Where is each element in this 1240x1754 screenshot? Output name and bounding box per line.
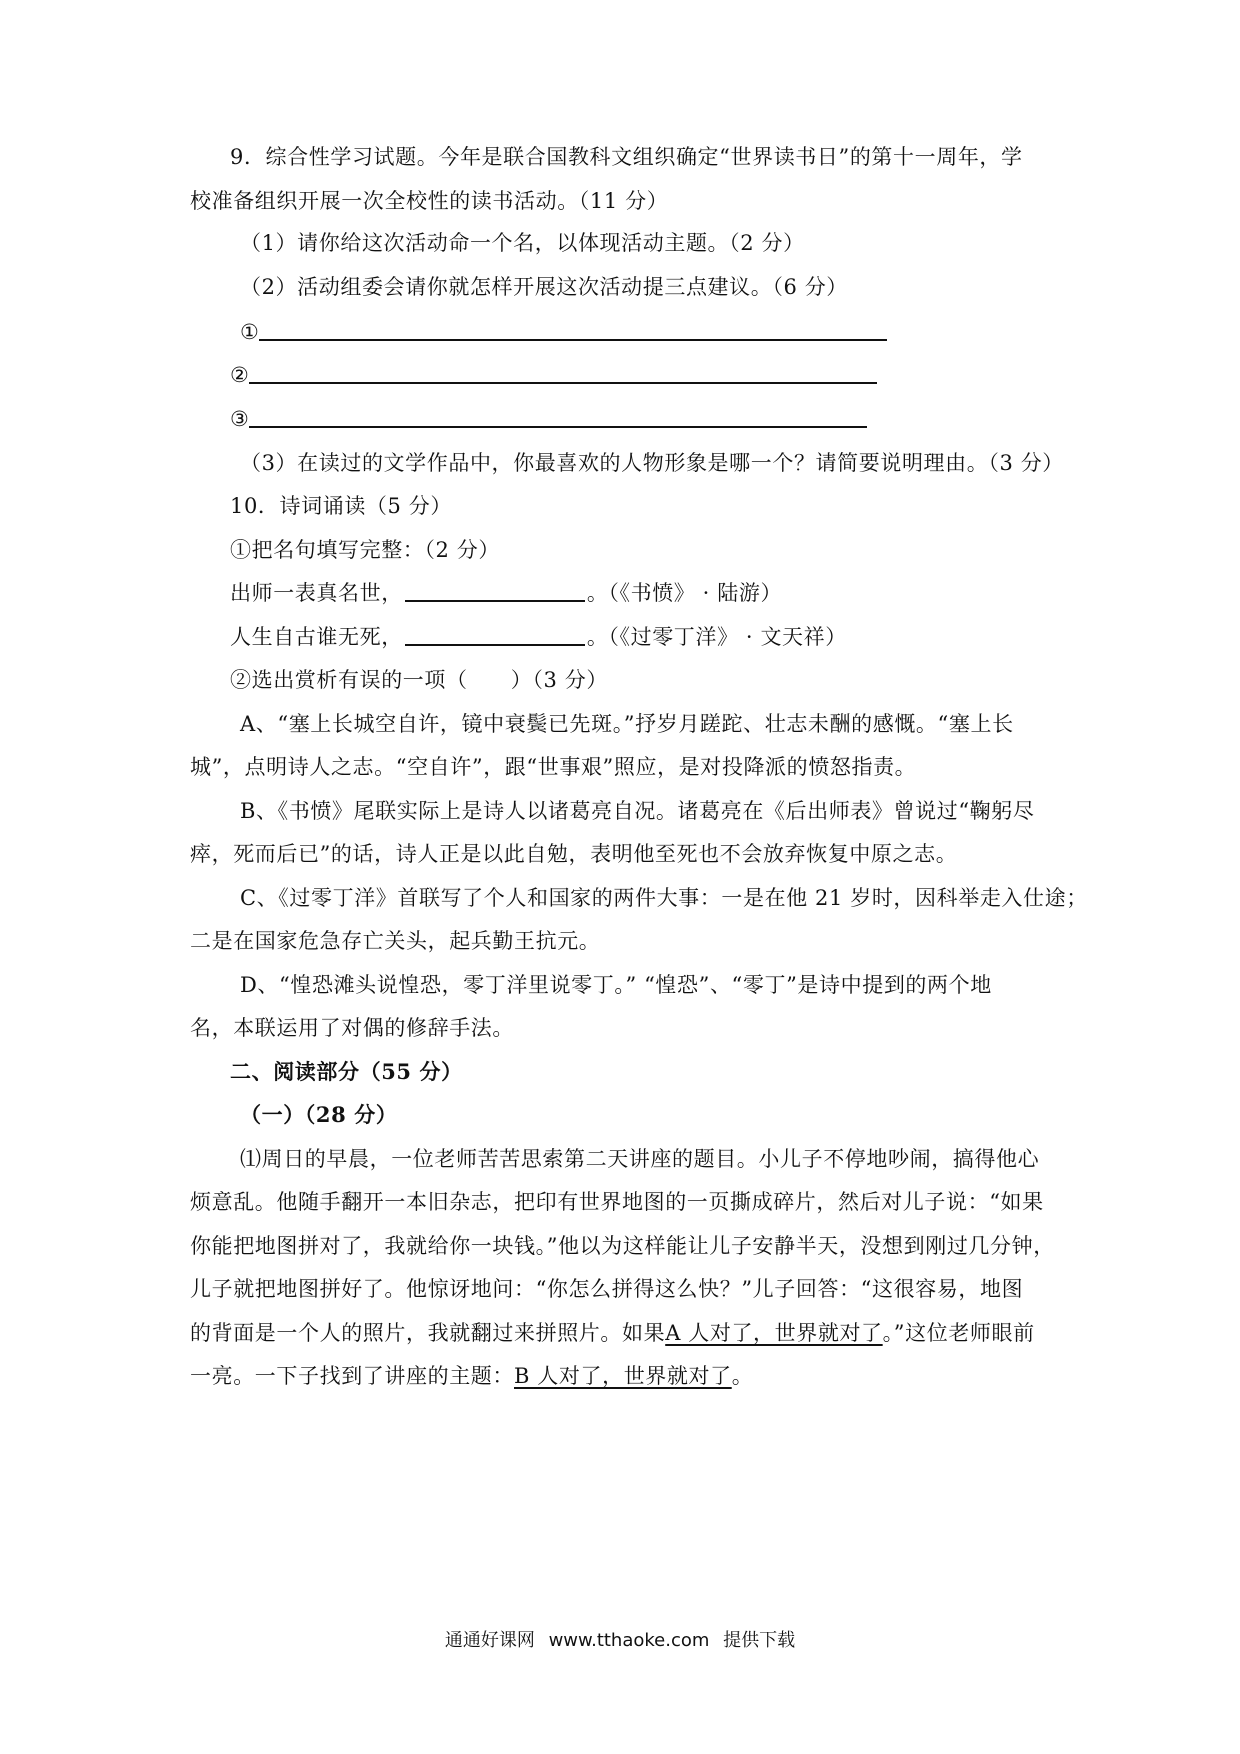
option-b-line1: B、《书愤》尾联实际上是诗人以诸葛亮自况。诸葛亮在《后出师表》曾说过“鞠躬尽: [240, 799, 1035, 823]
subsection-heading: （一）（28 分）: [240, 1102, 398, 1127]
q10-title: 10．诗词诵读（5 分）: [230, 494, 452, 518]
reading-line-6-end: 。: [731, 1364, 754, 1388]
verse2-first-half: 人生自古谁无死，: [230, 625, 403, 649]
underlined-phrase-a: A 人对了，世界就对了: [665, 1321, 883, 1345]
reading-line-6-start: 一亮。一下子找到了讲座的主题：: [190, 1364, 514, 1388]
verse-line-2: [230, 622, 1060, 652]
blank-marker-2: ②: [230, 363, 250, 387]
option-a-line1: A、“塞上长城空自许，镜中衰鬓已先斑。”抒岁月蹉跎、壮志未酬的感慨。“塞上长: [240, 712, 1014, 736]
q9-sub3: （3）在读过的文学作品中，你最喜欢的人物形象是哪一个？请简要说明理由。（3 分）: [240, 451, 1064, 475]
reading-line-2: 烦意乱。他随手翻开一本旧杂志，把印有世界地图的一页撕成碎片，然后对儿子说：“如果: [190, 1190, 1044, 1214]
verse-line-1: [230, 578, 1060, 608]
blank-marker-1: ①: [240, 320, 260, 344]
verse1-source: 。（《书愤》 · 陆游）: [586, 581, 783, 605]
reading-line-4: 儿子就把地图拼好了。他惊讶地问：“你怎么拼得这么快？”儿子回答：“这很容易，地图: [190, 1277, 1024, 1301]
option-c-line1: C、《过零丁洋》首联写了个人和国家的两件大事：一是在他 21 岁时，因科举走入仕途；: [240, 886, 1088, 910]
answer-blank-2[interactable]: [230, 360, 1060, 390]
underlined-phrase-b: B 人对了，世界就对了: [514, 1364, 732, 1388]
verse1-first-half: 出师一表真名世，: [230, 581, 403, 605]
option-c-line2: 二是在国家危急存亡关头，起兵勤王抗元。: [190, 929, 601, 953]
answer-line-3[interactable]: [249, 404, 867, 428]
reading-line-6: [190, 1361, 1020, 1391]
q9-stem-line1: 9．综合性学习试题。今年是联合国教科文组织确定“世界读书日”的第十一周年，学: [230, 145, 1023, 169]
answer-blank-3[interactable]: [230, 404, 1060, 434]
reading-line-5-start: 的背面是一个人的照片，我就翻过来拼照片。如果: [190, 1321, 666, 1345]
verse2-blank[interactable]: [405, 622, 585, 646]
reading-line-5: [190, 1318, 1035, 1348]
option-b-line2: 瘁，死而后已”的话，诗人正是以此自勉，表明他至死也不会放弃恢复中原之志。: [190, 842, 958, 866]
q9-stem-line2: 校准备组织开展一次全校性的读书活动。（11 分）: [190, 189, 669, 213]
q10-part2: ②选出赏析有误的一项（ ）（3 分）: [230, 668, 608, 692]
verse1-blank[interactable]: [405, 578, 585, 602]
section-heading: 二、阅读部分（55 分）: [230, 1059, 463, 1084]
reading-line-1: ⑴周日的早晨，一位老师苦苦思索第二天讲座的题目。小儿子不停地吵闹，搞得他心: [240, 1147, 1040, 1171]
q9-sub1: （1）请你给这次活动命一个名，以体现活动主题。（2 分）: [240, 231, 805, 255]
q10-part1: ①把名句填写完整：（2 分）: [230, 538, 500, 562]
footer-site-name: 通通好课网: [444, 1630, 535, 1651]
option-d-line2: 名，本联运用了对偶的修辞手法。: [190, 1016, 514, 1040]
answer-line-2[interactable]: [249, 360, 877, 384]
reading-line-5-end: 。”这位老师眼前: [882, 1321, 1035, 1345]
blank-marker-3: ③: [230, 407, 250, 431]
q9-sub2: （2）活动组委会请你就怎样开展这次活动提三点建议。（6 分）: [240, 275, 848, 299]
option-d-line1: D、“惶恐滩头说惶恐，零丁洋里说零丁。” “惶恐”、“零丁”是诗中提到的两个地: [240, 973, 992, 997]
reading-line-3: 你能把地图拼对了，我就给你一块钱。”他以为这样能让儿子安静半天，没想到刚过几分钟，: [190, 1234, 1055, 1258]
answer-blank-1[interactable]: [240, 317, 1070, 347]
footer-note: 提供下载: [723, 1630, 796, 1651]
page-footer: [0, 1626, 1240, 1652]
verse2-source: 。（《过零丁洋》 · 文天祥）: [586, 625, 847, 649]
answer-line-1[interactable]: [259, 317, 887, 341]
option-a-line2: 城”，点明诗人之志。“空自许”，跟“世事艰”照应，是对投降派的愤怒指责。: [190, 755, 917, 779]
footer-url[interactable]: www.tthaoke.com: [548, 1630, 710, 1651]
